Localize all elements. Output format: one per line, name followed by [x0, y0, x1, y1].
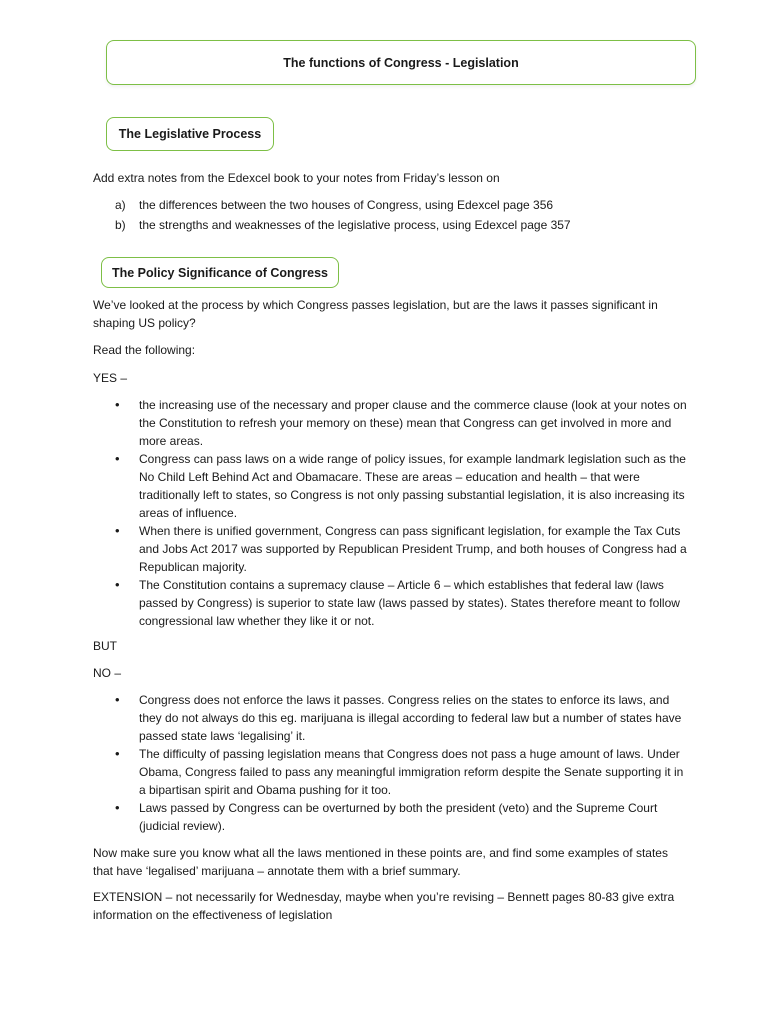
- list-item-text: Congress can pass laws on a wide range of policy issues, for example landmark legislation such as the No Child Left Behind Act and Obamacare. These are areas – education and health – that were traditionally left to states, so Congress is not only passing substantial legislation, it is also increasing its areas of influence.: [139, 452, 686, 520]
- question-paragraph: We’ve looked at the process by which Congress passes legislation, but are the laws it passes significant in shaping US policy?: [93, 298, 658, 330]
- list-item-text: the increasing use of the necessary and proper clause and the commerce clause (look at your notes on the Constitution to refresh your memory on these) mean that Congress can get involved in more and more areas.: [139, 398, 687, 448]
- list-item: [93, 216, 693, 234]
- list-item: [93, 396, 693, 450]
- closing-paragraph: Now make sure you know what all the laws mentioned in these points are, and find some examples of states that have ‘legalised’ marijuana – annotate them with a brief summary.: [93, 846, 668, 878]
- intro-paragraph: Add extra notes from the Edexcel book to your notes from Friday’s lesson on: [93, 171, 500, 185]
- section-heading-text: The Legislative Process: [118, 127, 262, 141]
- list-item: [93, 745, 693, 799]
- bullet-icon: •: [115, 692, 120, 707]
- read-instruction: Read the following:: [93, 343, 196, 357]
- list-item-text: the strengths and weaknesses of the legislative process, using Edexcel page 357: [139, 218, 571, 232]
- list-marker: a): [115, 198, 126, 212]
- list-item: [93, 691, 693, 745]
- list-item: [93, 576, 693, 630]
- list-item-text: When there is unified government, Congress can pass significant legislation, for example the Tax Cuts and Jobs Act 2017 was supported by Republican President Trump, and both houses of Congress had a Republican majority.: [139, 524, 687, 574]
- no-list: [93, 691, 693, 835]
- list-item: [93, 799, 693, 835]
- no-label: NO –: [93, 666, 122, 680]
- list-item-text: the differences between the two houses of Congress, using Edexcel page 356: [139, 198, 554, 212]
- list-item: [93, 196, 693, 214]
- section-heading-legislative-process: [106, 117, 274, 151]
- bullet-icon: •: [115, 451, 120, 466]
- list-item: [93, 522, 693, 576]
- yes-list: [93, 396, 693, 630]
- section-heading-policy-significance: [101, 257, 339, 288]
- but-label: BUT: [93, 639, 117, 653]
- bullet-icon: •: [115, 746, 120, 761]
- bullet-icon: •: [115, 397, 120, 412]
- yes-label: YES –: [93, 371, 128, 385]
- list-item-text: Congress does not enforce the laws it passes. Congress relies on the states to enforce its laws, and they do not always do this eg. marijuana is illegal according to federal law but a number of states have passed state laws ‘legalising’ it.: [139, 693, 682, 743]
- list-item-text: The difficulty of passing legislation means that Congress does not pass a huge amount of laws. Under Obama, Congress failed to pass any meaningful immigration reform despite the Senate supporting it in a bipartisan spirit and Obama pushing for it too.: [139, 747, 684, 797]
- list-item: [93, 450, 693, 522]
- bullet-icon: •: [115, 800, 120, 815]
- bullet-icon: •: [115, 523, 120, 538]
- task-list: [93, 196, 693, 236]
- page-title: The functions of Congress - Legislation: [283, 55, 519, 70]
- extension-paragraph: EXTENSION – not necessarily for Wednesday, maybe when you’re revising – Bennett pages 80-83 give extra information on the effectiveness of legislation: [93, 890, 675, 922]
- section-heading-text: The Policy Significance of Congress: [111, 265, 329, 280]
- page-title-box: [106, 40, 696, 85]
- list-item-text: Laws passed by Congress can be overturned by both the president (veto) and the Supreme Court (judicial review).: [139, 801, 658, 833]
- list-marker: b): [115, 218, 126, 232]
- bullet-icon: •: [115, 577, 120, 592]
- list-item-text: The Constitution contains a supremacy clause – Article 6 – which establishes that federal law (laws passed by Congress) is superior to state law (laws passed by states). States therefore meant to follow congressional law whether they like it or not.: [139, 578, 680, 628]
